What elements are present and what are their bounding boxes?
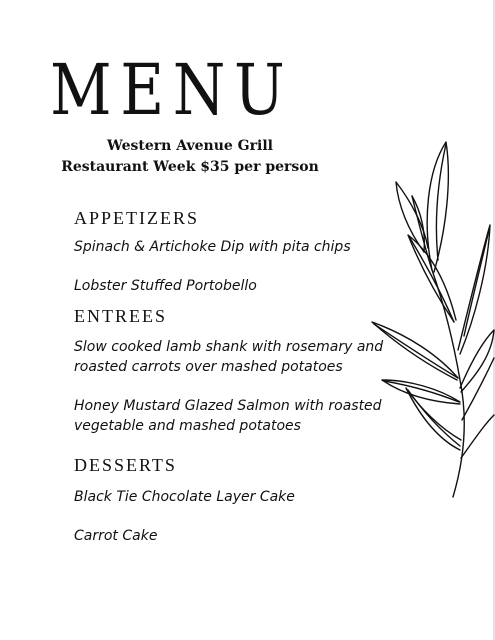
section-heading-desserts: DESSERTS: [74, 455, 177, 475]
leaf-branch-icon: [368, 140, 495, 500]
menu-item: Black Tie Chocolate Layer Cake: [74, 489, 295, 505]
section-heading-appetizers: APPETIZERS: [74, 208, 200, 228]
menu-item: Spinach & Artichoke Dip with pita chips: [74, 239, 351, 255]
menu-title: MENU: [50, 49, 294, 131]
menu-item: Carrot Cake: [74, 528, 158, 544]
menu-item: Lobster Stuffed Portobello: [74, 278, 257, 294]
menu-item: Honey Mustard Glazed Salmon with roasted vegetable and mashed potatoes: [74, 398, 382, 434]
restaurant-name: Western Avenue Grill: [107, 138, 273, 154]
section-heading-entrees: ENTREES: [74, 306, 167, 326]
menu-item: Slow cooked lamb shank with rosemary and roasted carrots over mashed potatoes: [74, 339, 384, 375]
restaurant-week-price: Restaurant Week $35 per person: [61, 159, 319, 175]
